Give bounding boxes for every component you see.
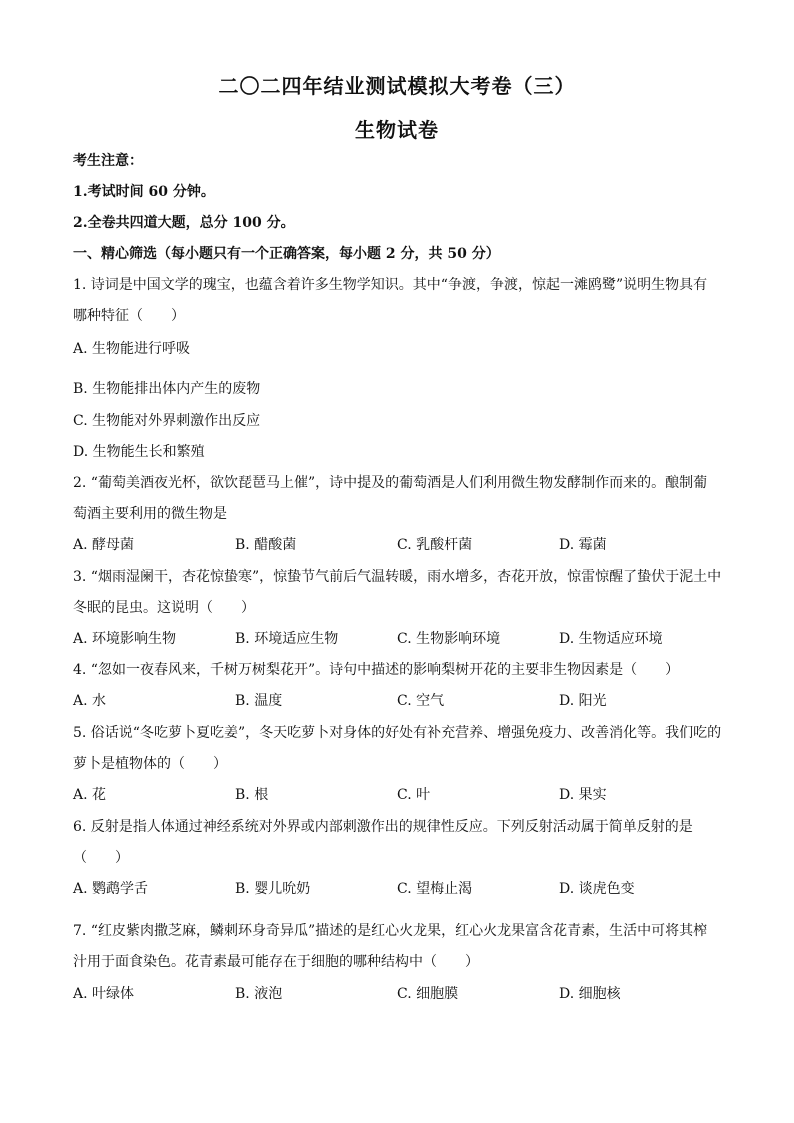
question-4-option-c: C. 空气 [397, 693, 445, 709]
question-6-option-a: A. 鹦鹉学舌 [73, 881, 149, 897]
question-4-option-b: B. 温度 [235, 693, 283, 709]
question-6-option-b: B. 婴儿吮奶 [235, 881, 311, 897]
question-2-option-a: A. 酵母菌 [73, 537, 135, 553]
question-2-option-d: D. 霉菌 [559, 537, 607, 553]
question-1-option-c: C. 生物能对外界刺激作出反应 [73, 413, 261, 429]
question-3-option-c: C. 生物影响环境 [397, 631, 501, 647]
notice-heading: 考生注意： [73, 153, 143, 169]
question-2-line-1: 2. “葡萄美酒夜光杯，欲饮琵琶马上催”，诗中提及的葡萄酒是人们利用微生物发酵制作而来的。酿制葡 [73, 475, 708, 491]
exam-title: 二〇二四年结业测试模拟大考卷（三） [218, 74, 576, 98]
notice-item-time: 1.考试时间 60 分钟。 [73, 184, 215, 200]
question-5-option-d: D. 果实 [559, 787, 607, 803]
question-5-line-1: 5. 俗话说“冬吃萝卜夏吃姜”，冬天吃萝卜对身体的好处有补充营养、增强免疫力、改善消化等。我们吃的 [73, 725, 722, 741]
question-7-option-c: C. 细胞膜 [397, 986, 459, 1002]
notice-item-score: 2.全卷共四道大题，总分 100 分。 [73, 215, 295, 231]
question-1-line-1: 1. 诗词是中国文学的瑰宝，也蕴含着许多生物学知识。其中“争渡，争渡，惊起一滩鸥鹭”说明生物具有 [73, 277, 708, 293]
question-7-option-d: D. 细胞核 [559, 986, 621, 1002]
question-7-option-a: A. 叶绿体 [73, 986, 135, 1002]
question-7-option-b: B. 液泡 [235, 986, 283, 1002]
question-1-option-b: B. 生物能排出体内产生的废物 [73, 381, 261, 397]
question-2-option-c: C. 乳酸杆菌 [397, 537, 473, 553]
exam-subject: 生物试卷 [355, 118, 439, 142]
question-1-option-d: D. 生物能生长和繁殖 [73, 444, 205, 460]
question-5-option-b: B. 根 [235, 787, 269, 803]
question-5-option-a: A. 花 [73, 787, 107, 803]
question-6-line-1: 6. 反射是指人体通过神经系统对外界或内部刺激作出的规律性反应。下列反射活动属于简单反射的是 [73, 819, 693, 835]
question-3-option-a: A. 环境影响生物 [73, 631, 177, 647]
question-2-line-2: 萄酒主要利用的微生物是 [73, 506, 227, 522]
question-7-line-1: 7. “红皮紫肉撒芝麻，鳞刺环身奇异瓜”描述的是红心火龙果，红心火龙果富含花青素，生活中可将其榨 [73, 923, 708, 939]
question-4-option-a: A. 水 [73, 693, 107, 709]
question-6-option-c: C. 望梅止渴 [397, 881, 473, 897]
question-1-line-2: 哪种特征（ ） [73, 308, 185, 324]
question-3-line-1: 3. “烟雨湿阑干，杏花惊蛰寒”，惊蛰节气前后气温转暖，雨水增多，杏花开放，惊雷惊醒了蛰伏于泥土中 [73, 569, 722, 585]
question-6-option-d: D. 谈虎色变 [559, 881, 635, 897]
question-3-option-b: B. 环境适应生物 [235, 631, 339, 647]
question-7-line-2: 汁用于面食染色。花青素最可能存在于细胞的哪种结构中（ ） [73, 954, 479, 970]
question-5-line-2: 萝卜是植物体的（ ） [73, 756, 227, 772]
question-1-option-a: A. 生物能进行呼吸 [73, 341, 191, 357]
question-3-option-d: D. 生物适应环境 [559, 631, 663, 647]
section-heading: 一、精心筛选（每小题只有一个正确答案，每小题 2 分，共 50 分） [73, 246, 500, 262]
question-4-option-d: D. 阳光 [559, 693, 607, 709]
question-5-option-c: C. 叶 [397, 787, 431, 803]
question-6-line-2: （ ） [73, 850, 129, 866]
question-3-line-2: 冬眠的昆虫。这说明（ ） [73, 600, 255, 616]
question-4-line-1: 4. “忽如一夜春风来，千树万树梨花开”。诗句中描述的影响梨树开花的主要非生物因素是（ ） [73, 662, 680, 678]
question-2-option-b: B. 醋酸菌 [235, 537, 297, 553]
